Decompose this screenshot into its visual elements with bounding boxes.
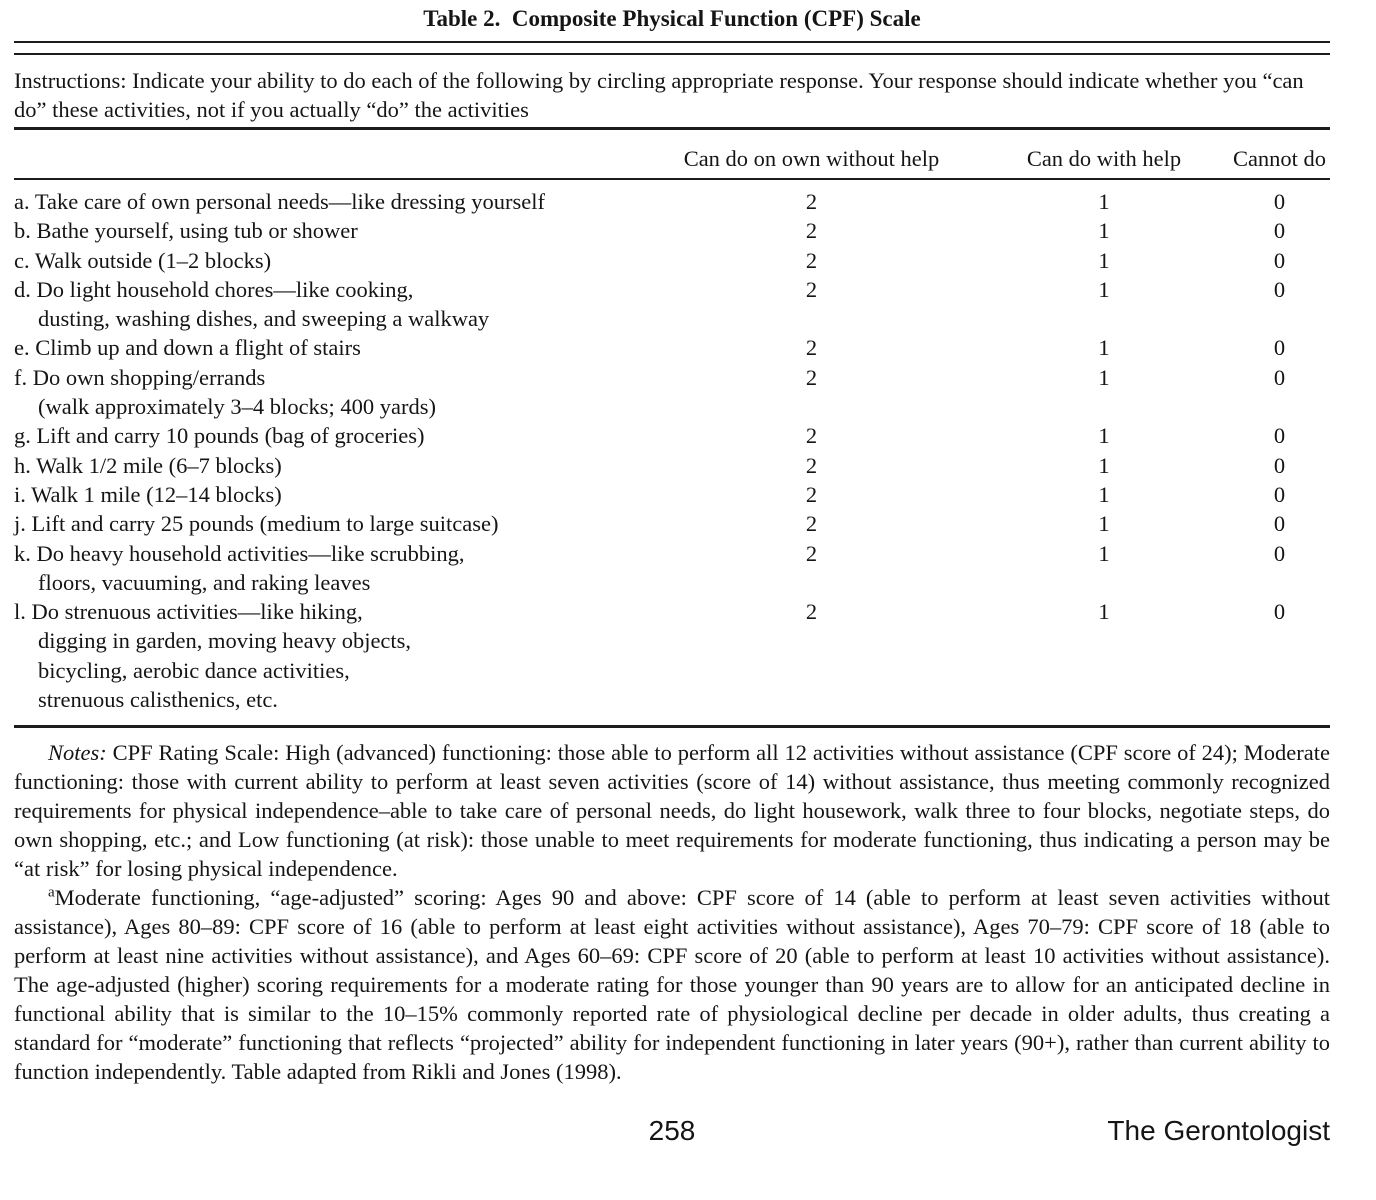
score-cannot-do: 0 [1273, 276, 1286, 302]
score-can-do-without-help: 2 [805, 511, 818, 537]
score-can-do-with-help: 1 [1098, 599, 1110, 625]
score-cannot-do: 0 [1273, 599, 1286, 625]
activity-line-continuation: strenuous calisthenics, etc. [38, 687, 278, 713]
activity-label [14, 451, 644, 480]
table-row [14, 187, 1330, 216]
score-can-do-without-help: 2 [805, 599, 818, 625]
title-double-rule [14, 41, 1330, 55]
activity-line: k. Do heavy household activities—like scrubbing, [14, 540, 465, 566]
activity-line: d. Do light household chores—like cooking, [14, 276, 414, 302]
notes-label: Notes: [48, 740, 107, 766]
notes-paragraph [14, 738, 1330, 883]
journal-name: The Gerontologist [1107, 1115, 1330, 1147]
score-can-do-without-help: 2 [805, 452, 818, 478]
table-row [14, 451, 1330, 480]
notes-paragraph-text: CPF Rating Scale: High (advanced) functioning: those able to perform all 12 activities without assistance (CPF score of 24); Moderate functioning: those with current ability to perform at least seven activities (score of 14) without assistance, thus meeting commonly recognized requirements for physical independence–able to take care of personal needs, do light housework, walk three to four blocks, negotiate steps, do own shopping, etc.; and Low functioning (at risk): those unable to meet requirements for moderate functioning, thus indicating a person may be “at risk” for losing physical independence. [14, 740, 1330, 882]
table-row [14, 539, 1330, 598]
footnote-marker: a [48, 884, 55, 901]
table-body [14, 180, 1330, 722]
table-bottom-rule [14, 725, 1330, 728]
table-title: Table 2. Composite Physical Function (CPF) Scale [423, 6, 921, 31]
table-row [14, 480, 1330, 509]
activity-label [14, 216, 644, 245]
notes-footnote-paragraph [14, 883, 1330, 1086]
activity-line: h. Walk 1/2 mile (6–7 blocks) [14, 452, 282, 478]
score-can-do-without-help: 2 [805, 481, 818, 507]
activity-line-continuation: floors, vacuuming, and raking leaves [38, 569, 371, 595]
activity-line: l. Do strenuous activities—like hiking, [14, 599, 363, 625]
score-cannot-do: 0 [1273, 247, 1286, 273]
score-cannot-do: 0 [1273, 364, 1286, 390]
activity-line: i. Walk 1 mile (12–14 blocks) [14, 481, 282, 507]
activity-line-continuation: digging in garden, moving heavy objects, [38, 628, 412, 654]
activity-line: f. Do own shopping/errands [14, 364, 266, 390]
page-footer [14, 1116, 1330, 1152]
table-row [14, 509, 1330, 538]
activity-label [14, 539, 644, 598]
score-cannot-do: 0 [1273, 423, 1286, 449]
header-cannot-do: Cannot do [1232, 146, 1327, 171]
activity-line-continuation: dusting, washing dishes, and sweeping a walkway [38, 306, 490, 332]
activity-line-continuation: bicycling, aerobic dance activities, [38, 657, 350, 683]
score-can-do-with-help: 1 [1098, 276, 1110, 302]
score-can-do-with-help: 1 [1098, 247, 1110, 273]
instructions-text: Instructions: Indicate your ability to do each of the following by circling appropriate response. Your response should indicate whether you “can do” these activities, not if you actually “do” the activities [14, 68, 1304, 122]
activity-label [14, 333, 644, 362]
score-can-do-without-help: 2 [805, 189, 818, 214]
activity-label [14, 246, 644, 275]
score-can-do-without-help: 2 [805, 540, 818, 566]
activity-label [14, 187, 644, 216]
page-number: 258 [648, 1115, 696, 1147]
score-can-do-without-help: 2 [805, 218, 818, 244]
score-can-do-without-help: 2 [805, 276, 818, 302]
score-cannot-do: 0 [1273, 335, 1286, 361]
score-can-do-without-help: 2 [805, 335, 818, 361]
score-can-do-with-help: 1 [1098, 335, 1110, 361]
score-can-do-with-help: 1 [1098, 540, 1110, 566]
score-cannot-do: 0 [1273, 511, 1286, 537]
activity-line: b. Bathe yourself, using tub or shower [14, 218, 358, 244]
score-can-do-with-help: 1 [1098, 189, 1110, 214]
activity-line-continuation: (walk approximately 3–4 blocks; 400 yards) [38, 394, 437, 420]
notes-section [14, 738, 1330, 1086]
table-row [14, 597, 1330, 714]
activity-line: e. Climb up and down a flight of stairs [14, 335, 361, 361]
score-can-do-without-help: 2 [805, 247, 818, 273]
activity-label [14, 509, 644, 538]
score-can-do-with-help: 1 [1098, 218, 1110, 244]
score-cannot-do: 0 [1273, 189, 1286, 214]
activity-line: a. Take care of own personal needs—like dressing yourself [14, 189, 545, 214]
activity-label [14, 275, 644, 334]
activity-line: j. Lift and carry 25 pounds (medium to large suitcase) [14, 511, 499, 537]
activity-label [14, 421, 644, 450]
score-can-do-without-help: 2 [805, 364, 818, 390]
score-cannot-do: 0 [1273, 218, 1286, 244]
table-row [14, 216, 1330, 245]
table-row [14, 246, 1330, 275]
score-cannot-do: 0 [1273, 452, 1286, 478]
score-can-do-without-help: 2 [805, 423, 818, 449]
score-cannot-do: 0 [1273, 481, 1286, 507]
score-can-do-with-help: 1 [1098, 423, 1110, 449]
header-can-do-with-help: Can do with help [1026, 146, 1182, 171]
score-can-do-with-help: 1 [1098, 481, 1110, 507]
activity-label [14, 480, 644, 509]
activity-line: c. Walk outside (1–2 blocks) [14, 247, 272, 273]
activity-label [14, 363, 644, 422]
score-can-do-with-help: 1 [1098, 511, 1110, 537]
activity-label [14, 597, 644, 714]
score-cannot-do: 0 [1273, 540, 1286, 566]
table-row [14, 363, 1330, 422]
table-row [14, 421, 1330, 450]
activity-line: g. Lift and carry 10 pounds (bag of groceries) [14, 423, 425, 449]
score-can-do-with-help: 1 [1098, 452, 1110, 478]
table-row [14, 333, 1330, 362]
table-header-row [14, 130, 1330, 178]
notes-footnote-text: Moderate functioning, “age-adjusted” scoring: Ages 90 and above: CPF score of 14 (able to perform at least seven activities without assistance), Ages 80–89: CPF score of 16 (able to perform at least eight activities without assistance), Ages 70–79: CPF score of 18 (able to perform at least nine activities without assistance), and Ages 60–69: CPF score of 20 (able to perform at least 10 activities without assistance). The age-adjusted (higher) scoring requirements for a moderate rating for those younger than 90 years are to allow for an anticipated decline in functional ability that is similar to the 10–15% commonly reported rate of physiological decline per decade in older adults, thus creating a standard for “moderate” functioning that reflects “projected” ability for independent functioning in later years (90+), rather than current ability to function independently. Table adapted from Rikli and Jones (1998). [14, 885, 1330, 1085]
score-can-do-with-help: 1 [1098, 364, 1110, 390]
header-can-do-without-help: Can do on own without help [683, 146, 940, 171]
table-row [14, 275, 1330, 334]
